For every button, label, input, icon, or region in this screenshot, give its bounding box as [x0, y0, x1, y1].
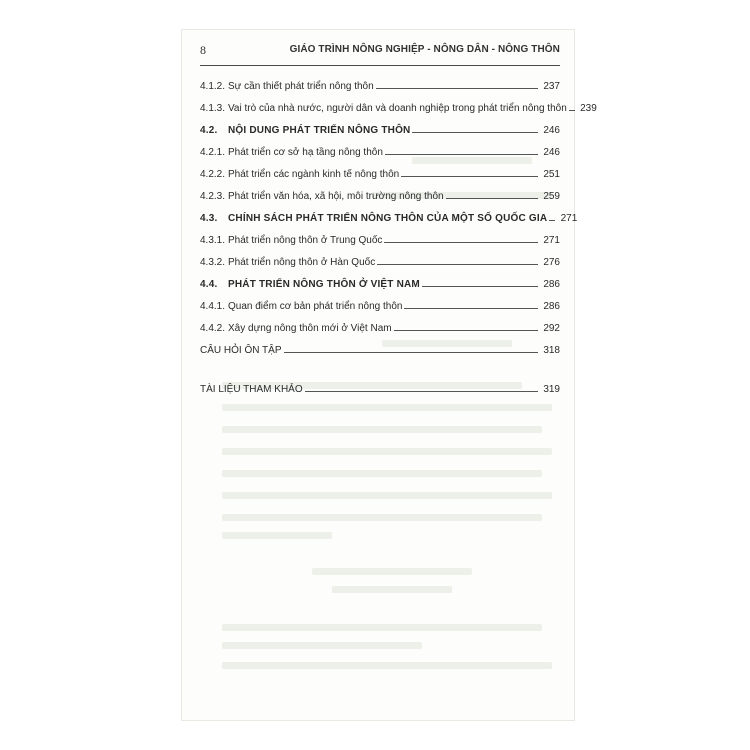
- dot-leader: [401, 176, 538, 177]
- toc-entry-number: 4.2.1.: [200, 147, 226, 158]
- toc-entry-page: 251: [543, 169, 560, 180]
- toc-entry-number: 4.2.: [200, 125, 218, 136]
- toc-entry-page: 286: [543, 301, 560, 312]
- toc-entry-title: Phát triển văn hóa, xã hội, môi trường nông thôn: [228, 191, 444, 202]
- toc-entry-title: CHÍNH SÁCH PHÁT TRIỂN NÔNG THÔN CỦA MỘT SỐ QUỐC GIA: [228, 213, 548, 224]
- toc-entry-title: Phát triển các ngành kinh tế nông thôn: [228, 169, 400, 180]
- bleed-through-mark: [222, 662, 552, 669]
- dot-leader: [376, 88, 538, 89]
- toc-entry: [200, 250, 560, 268]
- toc-entry-title: PHÁT TRIỂN NÔNG THÔN Ở VIỆT NAM: [228, 279, 420, 290]
- bleed-through-mark: [222, 624, 542, 631]
- toc-entry-number: 4.1.2.: [200, 81, 226, 92]
- toc-section-entry: [200, 272, 560, 290]
- dot-leader: [394, 330, 538, 331]
- toc-entry-number: 4.3.: [200, 213, 218, 224]
- toc-entry-page: 239: [580, 103, 597, 114]
- dot-leader: [404, 308, 538, 309]
- toc-entry-page: 246: [543, 125, 560, 136]
- toc-entry-page: 292: [543, 323, 560, 334]
- toc-entry-number: 4.1.3.: [200, 103, 226, 114]
- toc-entry-title: Quan điểm cơ bản phát triển nông thôn: [228, 301, 403, 312]
- toc-entry: [200, 162, 560, 180]
- toc-entry: [200, 228, 560, 246]
- bleed-through-mark: [222, 492, 552, 499]
- toc-entry-title: Xây dựng nông thôn mới ở Việt Nam: [228, 323, 392, 334]
- toc-entry-title: Phát triển cơ sở hạ tầng nông thôn: [228, 147, 383, 158]
- dot-leader: [412, 132, 538, 133]
- toc-entry-page: 286: [543, 279, 560, 290]
- running-title: GIÁO TRÌNH NÔNG NGHIỆP - NÔNG DÂN - NÔNG THÔN: [289, 44, 560, 55]
- bleed-through-mark: [312, 568, 472, 575]
- dot-leader: [446, 198, 538, 199]
- bleed-through-mark: [222, 532, 332, 539]
- bleed-through-mark: [222, 514, 542, 521]
- bleed-through-mark: [222, 426, 542, 433]
- toc-entry-number: 4.3.1.: [200, 235, 226, 246]
- toc-entry: [200, 316, 560, 334]
- toc-entry-title: CÂU HỎI ÔN TẬP: [200, 345, 282, 356]
- toc-entry-number: 4.2.2.: [200, 169, 226, 180]
- toc-entry-review-questions: [200, 338, 560, 356]
- dot-leader: [305, 391, 538, 392]
- header-rule: [200, 65, 560, 66]
- bleed-through-mark: [222, 448, 552, 455]
- toc-entry-number: 4.4.: [200, 279, 218, 290]
- toc-entry: [200, 140, 560, 158]
- toc-entry: [200, 74, 560, 92]
- toc-entry-title: NỘI DUNG PHÁT TRIỂN NÔNG THÔN: [228, 125, 411, 136]
- dot-leader: [384, 242, 538, 243]
- toc-entry-page: 318: [543, 345, 560, 356]
- page-number: 8: [200, 43, 206, 57]
- bleed-through-mark: [222, 470, 542, 477]
- toc-entry-page: 271: [543, 235, 560, 246]
- bleed-through-mark: [222, 404, 552, 411]
- toc-entry-title: Phát triển nông thôn ở Trung Quốc: [228, 235, 383, 246]
- toc-entry-page: 276: [543, 257, 560, 268]
- bleed-through-mark: [332, 586, 452, 593]
- toc-entry: [200, 96, 597, 114]
- dot-leader: [385, 154, 538, 155]
- toc-entry-title: Phát triển nông thôn ở Hàn Quốc: [228, 257, 376, 268]
- dot-leader: [377, 264, 538, 265]
- page-header: [200, 41, 560, 61]
- toc-entry-page: 271: [560, 213, 578, 224]
- toc-entry-page: 319: [543, 384, 560, 395]
- toc-entry-references: [200, 377, 560, 395]
- dot-leader: [549, 220, 555, 221]
- toc-entry-title: Sự cần thiết phát triển nông thôn: [228, 81, 374, 92]
- bleed-through-mark: [222, 642, 422, 649]
- toc-entry-number: 4.3.2.: [200, 257, 226, 268]
- dot-leader: [569, 110, 575, 111]
- dot-leader: [422, 286, 538, 287]
- toc-entry-page: 246: [543, 147, 560, 158]
- toc-entry-number: 4.4.1.: [200, 301, 226, 312]
- toc-entry-page: 237: [543, 81, 560, 92]
- toc-entry: [200, 294, 560, 312]
- toc-section-entry: [200, 206, 578, 224]
- toc-entry-title: TÀI LIỆU THAM KHẢO: [200, 384, 303, 395]
- toc-entry: [200, 184, 560, 202]
- toc-entry-number: 4.2.3.: [200, 191, 226, 202]
- toc-entry-title: Vai trò của nhà nước, người dân và doanh nghiệp trong phát triển nông thôn: [228, 103, 567, 114]
- toc-entry-number: 4.4.2.: [200, 323, 226, 334]
- toc-section-entry: [200, 118, 560, 136]
- dot-leader: [284, 352, 539, 353]
- toc-entry-page: 259: [543, 191, 560, 202]
